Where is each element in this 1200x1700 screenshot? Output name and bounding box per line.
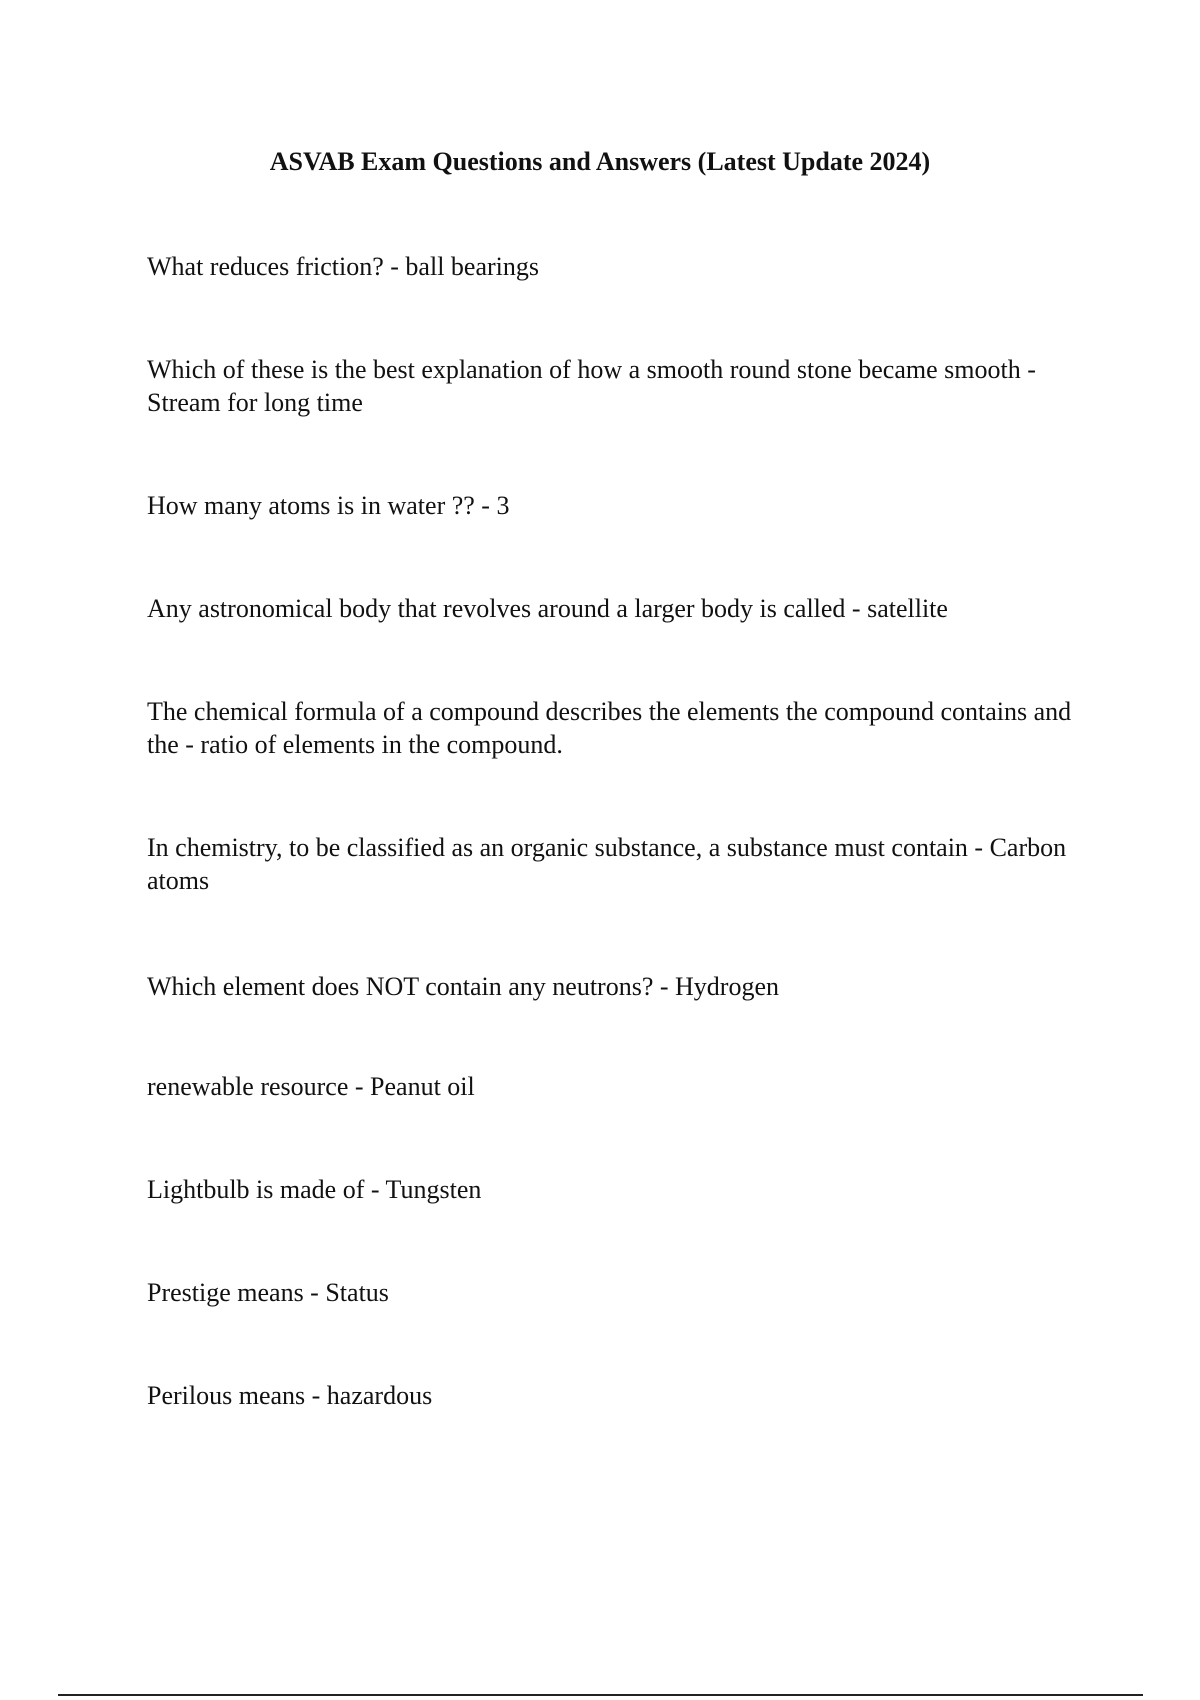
qa-item-7: Which element does NOT contain any neutrons? - Hydrogen <box>147 972 779 1001</box>
qa-item-3: How many atoms is in water ?? - 3 <box>147 491 510 520</box>
document-title: ASVAB Exam Questions and Answers (Latest Update 2024) <box>269 147 931 176</box>
qa-item-2: Which of these is the best explanation of how a smooth round stone became smooth - Stream for long time <box>147 355 1036 417</box>
footer-divider <box>58 1694 1143 1696</box>
qa-item-4: Any astronomical body that revolves around a larger body is called - satellite <box>147 594 948 623</box>
qa-item-9: Lightbulb is made of - Tungsten <box>147 1175 482 1204</box>
qa-item-8: renewable resource - Peanut oil <box>147 1072 475 1101</box>
qa-item-11: Perilous means - hazardous <box>147 1381 433 1410</box>
qa-item-5: The chemical formula of a compound describes the elements the compound contains and the - ratio of elements in the compound. <box>147 697 1072 759</box>
qa-item-6: In chemistry, to be classified as an organic substance, a substance must contain - Carbon atoms <box>147 833 1067 895</box>
qa-item-10: Prestige means - Status <box>147 1278 389 1307</box>
qa-item-1: What reduces friction? - ball bearings <box>147 252 539 281</box>
